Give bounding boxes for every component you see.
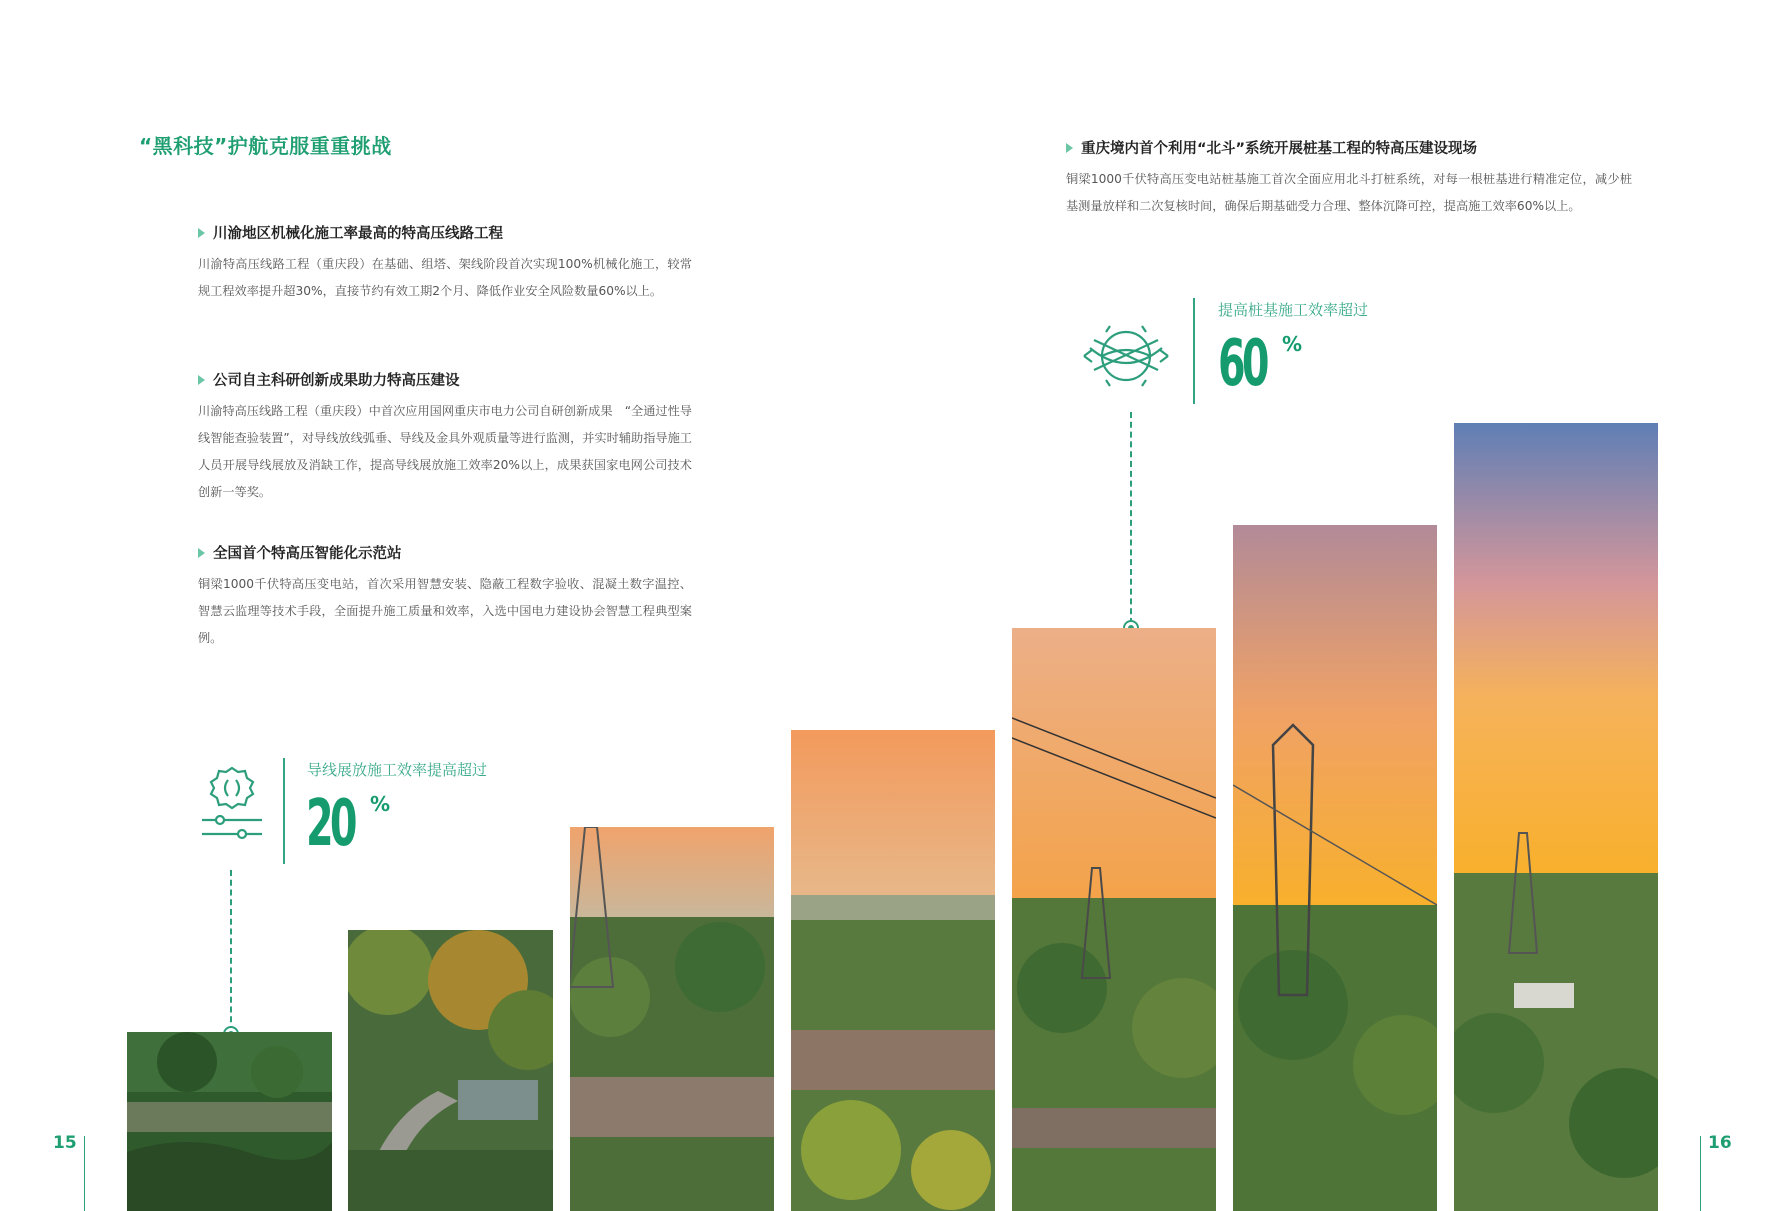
page-margin-line-right (1700, 1136, 1701, 1211)
stat-right-label: 提高桩基施工效率超过 (1218, 301, 1369, 319)
stat-left-unit: % (370, 792, 391, 816)
stat-right-value: 60 (1218, 327, 1266, 401)
left-item-1-text: 川渝特高压线路工程（重庆段）在基础、组塔、架线阶段首次实现100%机械化施工，较常规工程效率提升超30%，直接节约有效工期2个月、降低作业安全风险数量60%以上。 (198, 257, 692, 298)
section-title: “黑科技”护航克服重重挑战 (139, 134, 392, 158)
stat-right-connector (1130, 412, 1132, 624)
left-item-2-text: 川渝特高压线路工程（重庆段）中首次应用国网重庆市电力公司自研创新成果 “全通过性导线智能查验装置”，对导线放线弧垂、导线及金具外观质量等进行监测，并实时辅助指导施工人员开展导线展放及消缺工作，提高导线展放施工效率20%以上，成果获国家电网公司技术创新一等奖。 (198, 404, 692, 499)
left-item-1 (198, 222, 692, 305)
left-item-3-text: 铜梁1000千伏特高压变电站，首次采用智慧安装、隐蔽工程数字验收、混凝土数字温控、智慧云监理等技术手段，全面提升施工质量和效率，入选中国电力建设协会智慧工程典型案例。 (198, 577, 692, 645)
page-margin-line-left (84, 1136, 85, 1211)
left-item-1-title: 川渝地区机械化施工率最高的特高压线路工程 (198, 222, 692, 243)
left-item-2-title: 公司自主科研创新成果助力特高压建设 (198, 369, 692, 390)
bullet-arrow-icon (198, 375, 205, 385)
photo-strip-7 (1454, 423, 1658, 1211)
stat-right-divider (1193, 298, 1195, 404)
right-item (1066, 137, 1632, 220)
photo-strip-2 (348, 930, 553, 1211)
left-item-2 (198, 369, 692, 506)
stat-left-divider (283, 758, 285, 864)
stat-left-label: 导线展放施工效率提高超过 (307, 761, 488, 779)
bullet-arrow-icon (198, 228, 205, 238)
bullet-arrow-icon (1066, 143, 1073, 153)
left-item-3-title: 全国首个特高压智能化示范站 (198, 542, 692, 563)
satellite-globe-icon (1080, 318, 1172, 398)
page-number-left: 15 (53, 1133, 77, 1153)
left-item-3 (198, 542, 692, 652)
right-item-text: 铜梁1000千伏特高压变电站桩基施工首次全面应用北斗打桩系统，对每一根桩基进行精准定位，减少桩基测量放样和二次复核时间，确保后期基础受力合理、整体沉降可控，提高施工效率60%以上。 (1066, 172, 1632, 213)
photo-strip-4 (791, 730, 995, 1211)
wire-gear-icon (198, 764, 266, 846)
stat-left-connector (230, 870, 232, 1032)
photo-strip-1 (127, 1032, 332, 1211)
right-item-title: 重庆境内首个利用“北斗”系统开展桩基工程的特高压建设现场 (1066, 137, 1632, 158)
photo-strip-5 (1012, 628, 1216, 1211)
stat-right-unit: % (1282, 332, 1303, 356)
photo-strip-3 (570, 827, 774, 1211)
stat-left-value: 20 (306, 787, 354, 861)
bullet-arrow-icon (198, 548, 205, 558)
page-number-right: 16 (1708, 1133, 1732, 1153)
photo-strip-6 (1233, 525, 1437, 1211)
